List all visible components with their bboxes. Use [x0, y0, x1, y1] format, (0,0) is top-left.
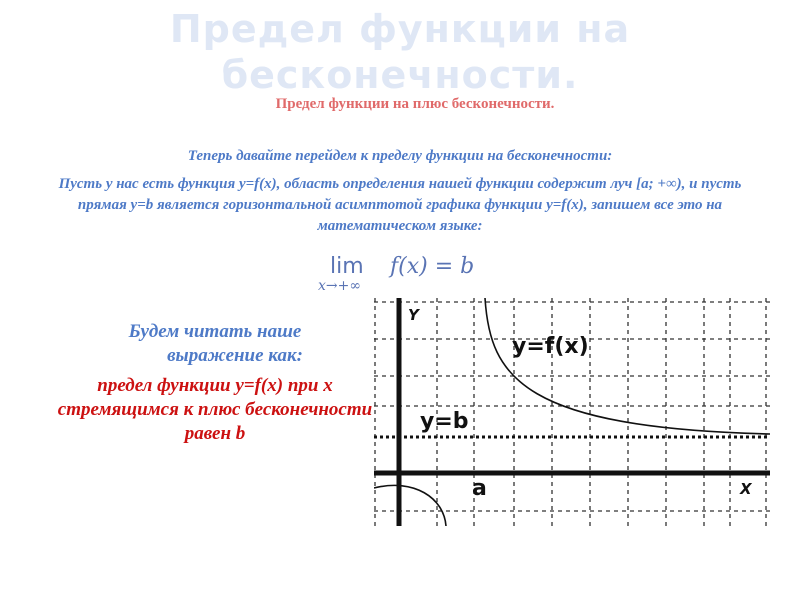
reading-line-2: выражение как:: [167, 345, 303, 366]
formula-expression: f(x) = b: [390, 254, 475, 279]
title-line-1: Предел функции на: [169, 7, 631, 51]
formula-subscript: x→+∞: [318, 278, 362, 294]
reading-text: [50, 320, 380, 446]
intro-text: [40, 146, 760, 237]
a-label: a: [472, 476, 487, 501]
formula-lim: lim: [330, 254, 364, 279]
title-line-2: бесконечности.: [221, 53, 579, 97]
function-graph: [374, 298, 770, 526]
slide-subtitle: Предел функции на плюс бесконечности.: [275, 96, 555, 112]
reading-line-1: Будем читать наше: [128, 321, 302, 342]
asymptote-label: y=b: [420, 409, 469, 434]
x-axis-label: X: [740, 480, 752, 498]
left-branch-curve: [374, 485, 446, 526]
curve-label: y=f(x): [512, 334, 589, 359]
intro-paragraph-2: Пусть у нас есть функция y=f(x), область определения нашей функции содержит луч [a; +∞), и пусть прямая y=b является горизонтальной асимптотой графика функции y=f(x), запишем все это на математическом языке:: [58, 176, 742, 234]
slide-title: [0, 6, 800, 98]
intro-paragraph-1: Теперь давайте перейдем к пределу функции на бесконечности:: [187, 148, 613, 164]
y-axis-label: Y: [408, 306, 419, 324]
reading-statement: предел функции y=f(x) при x стремящимся к плюс бесконечности равен b: [57, 375, 373, 444]
